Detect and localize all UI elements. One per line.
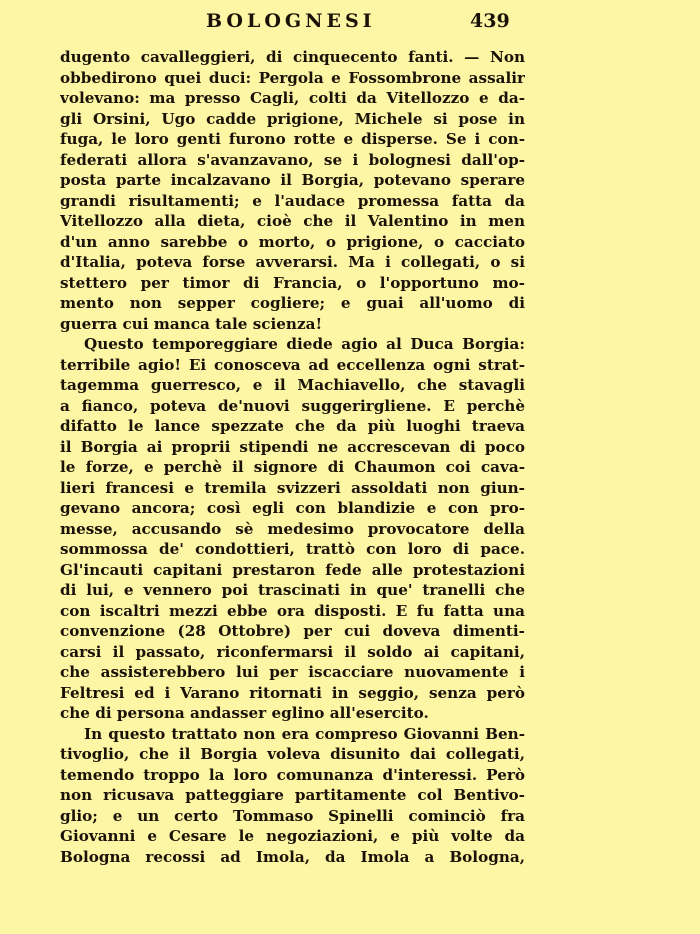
- text-line: dugento cavalleggieri, di cinquecento fanti. — Non: [60, 48, 525, 66]
- text-line: gevano ancora; così egli con blandizie e con pro-: [60, 499, 525, 517]
- text-line: guerra cui manca tale scienza!: [60, 314, 323, 333]
- text-line: di lui, e vennero poi trascinati in que' tranelli che: [60, 581, 525, 599]
- text-line: convenzione (28 Ottobre) per cui doveva dimenti-: [60, 622, 525, 640]
- text-line: Gl'incauti capitani prestaron fede alle protestazioni: [60, 560, 525, 579]
- text-line: Questo temporeggiare diede agio al Duca Borgia:: [84, 335, 525, 353]
- text-line: il Borgia ai proprii stipendi ne accrescevan di poco: [60, 437, 525, 456]
- text-line: fuga, le loro genti furono rotte e disperse. Se i con-: [60, 130, 525, 148]
- text-line: d'un anno sarebbe o morto, o prigione, o cacciato: [60, 232, 525, 251]
- page-header: [0, 8, 700, 38]
- text-line: lieri francesi e tremila svizzeri assoldati non giun-: [60, 478, 525, 497]
- text-line: temendo troppo la loro comunanza d'interessi. Però: [60, 765, 525, 784]
- text-line: con iscaltri mezzi ebbe ora disposti. E fu fatta una: [60, 601, 525, 620]
- text-line: posta parte incalzavano il Borgia, potevano sperare: [60, 171, 525, 189]
- text-line: terribile agio! Ei conosceva ad eccellenza ogni strat-: [60, 355, 525, 374]
- text-line: mento non sepper cogliere; e guai all'uomo di: [60, 294, 525, 312]
- text-line: volevano: ma presso Cagli, colti da Vitellozzo e da-: [60, 89, 525, 107]
- text-line: che di persona andasser eglino all'esercito.: [60, 704, 429, 722]
- text-line: a fianco, poteva de'nuovi suggerirgliene. E perchè: [60, 396, 525, 415]
- text-line: le forze, e perchè il signore di Chaumon coi cava-: [60, 458, 525, 476]
- text-line: Vitellozzo alla dieta, cioè che il Valentino in men: [60, 212, 525, 230]
- running-title: BOLOGNESI: [206, 10, 376, 32]
- page-number: 439: [470, 10, 510, 32]
- text-line: non ricusava patteggiare partitamente col Bentivo-: [60, 786, 525, 804]
- text-line: federati allora s'avanzavano, se i bolognesi dall'op-: [60, 150, 525, 169]
- text-line: difatto le lance spezzate che da più luoghi traeva: [60, 417, 525, 435]
- text-line: d'Italia, poteva forse avverarsi. Ma i collegati, o si: [60, 253, 525, 271]
- text-line: sommossa de' condottieri, trattò con loro di pace.: [60, 540, 525, 558]
- text-line: Feltresi ed i Varano ritornati in seggio, senza però: [60, 683, 525, 702]
- text-line: Bologna recossi ad Imola, da Imola a Bologna,: [60, 847, 525, 866]
- text-line: gli Orsini, Ugo cadde prigione, Michele si pose in: [60, 109, 525, 128]
- text-line: glio; e un certo Tommaso Spinelli cominciò fra: [60, 806, 525, 825]
- text-line: Giovanni e Cesare le negoziazioni, e più volte da: [60, 827, 525, 845]
- text-line: messe, accusando sè medesimo provocatore della: [60, 519, 525, 538]
- text-line: carsi il passato, riconfermarsi il soldo ai capitani,: [60, 642, 525, 661]
- text-line: stettero per timor di Francia, o l'opportuno mo-: [60, 273, 525, 292]
- text-line: tagemma guerresco, e il Machiavello, che stavagli: [60, 376, 525, 394]
- text-line: che assisterebbero lui per iscacciare nuovamente i: [60, 663, 525, 681]
- text-line: obbedirono quei duci: Pergola e Fossombrone assalir: [60, 68, 525, 87]
- text-line: In questo trattato non era compreso Giovanni Ben-: [84, 724, 525, 743]
- text-line: grandi risultamenti; e l'audace promessa fatta da: [60, 191, 525, 210]
- text-line: tivoglio, che il Borgia voleva disunito dai collegati,: [60, 745, 525, 763]
- body-text: [60, 47, 525, 867]
